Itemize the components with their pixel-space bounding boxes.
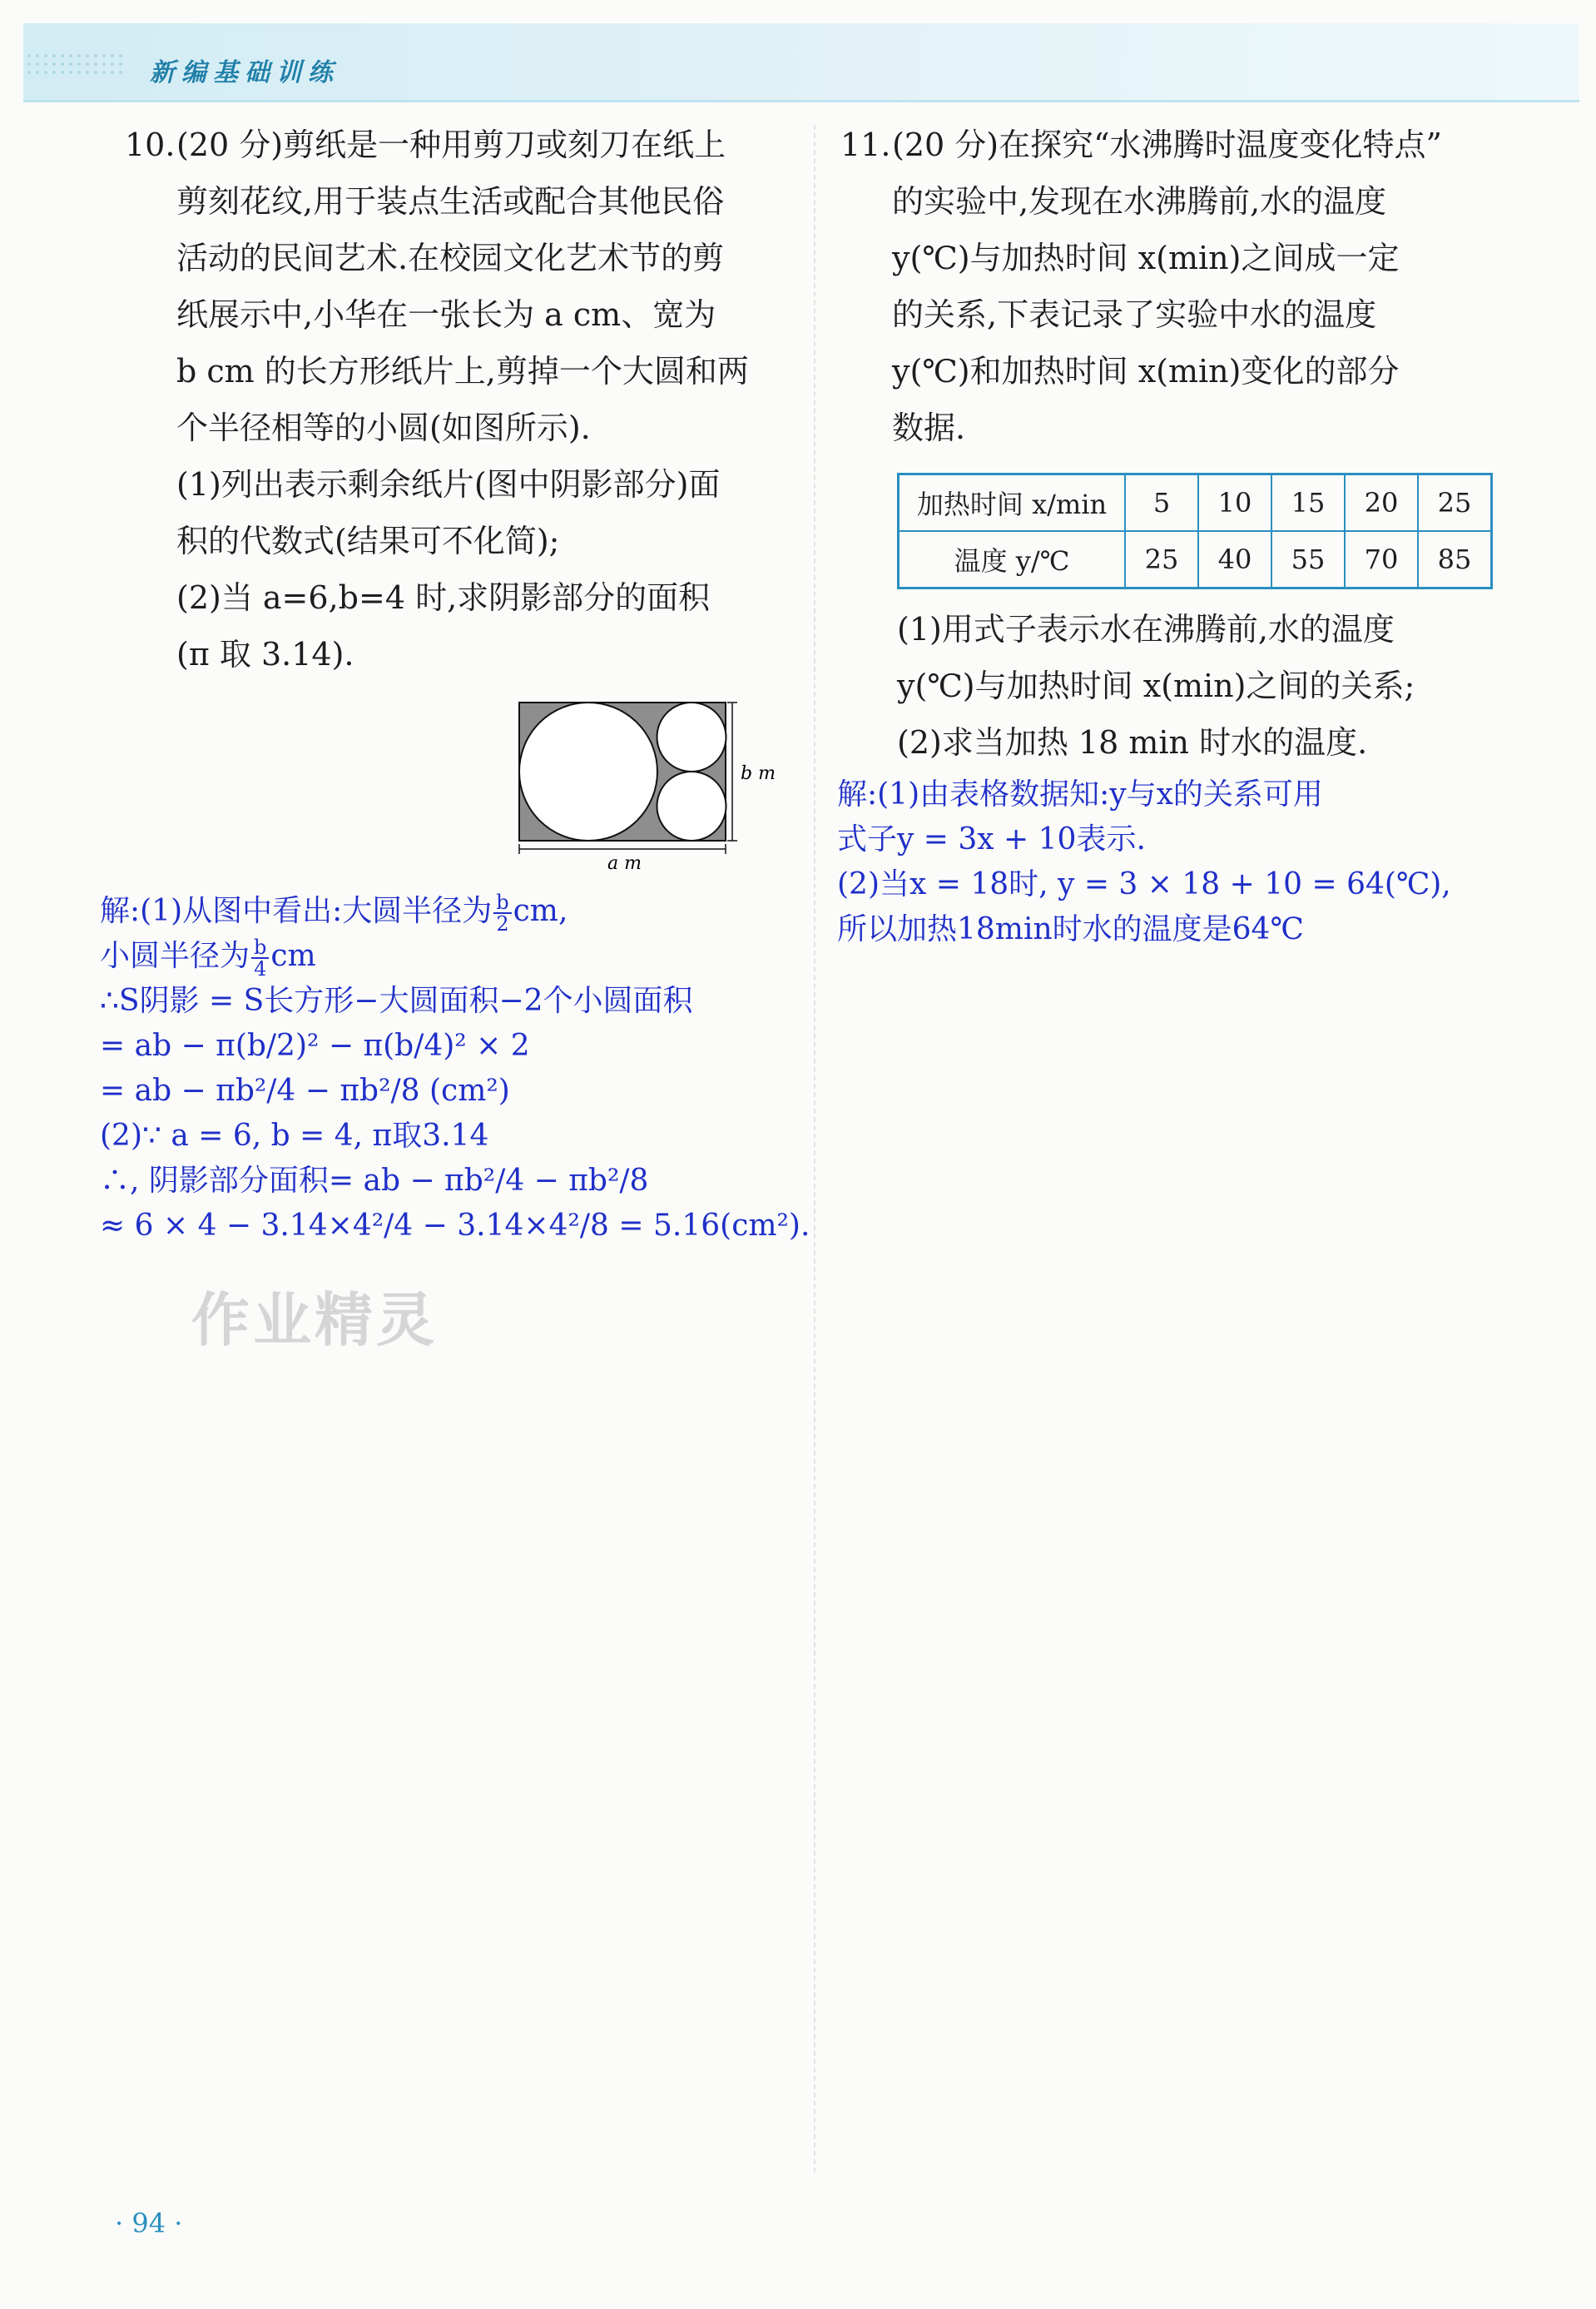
q11-line: (20 分)在探究“水沸腾时温度变化特点”: [892, 127, 1442, 163]
small-circle-bottom: [657, 772, 726, 841]
q10-line: b cm 的长方形纸片上,剪掉一个大圆和两: [176, 353, 749, 390]
answer10-line: ≈ 6 × 4 − 3.14×4²/4 − 3.14×4²/8 = 5.16(cm²).: [100, 1209, 810, 1243]
q11-line: y(℃)和加热时间 x(min)变化的部分: [892, 353, 1400, 390]
answer10-line: cm: [270, 939, 316, 973]
question-10: [125, 117, 791, 683]
q10-line: 纸展示中,小华在一张长为 a cm、宽为: [176, 296, 716, 333]
q11-line: y(℃)与加热时间 x(min)之间成一定: [892, 240, 1400, 276]
question-10-number: 10.: [125, 127, 176, 163]
answer11-line: 解:(1)由表格数据知:y与x的关系可用: [837, 777, 1323, 812]
page-number: · 94 ·: [115, 2207, 183, 2239]
q11-subpart-line: y(℃)与加热时间 x(min)之间的关系;: [897, 668, 1415, 704]
q10-line: (π 取 3.14).: [176, 636, 354, 673]
table-row: [899, 531, 1492, 588]
table-cell: 5: [1125, 474, 1198, 532]
answer11-line: (2)当x = 18时, y = 3 × 18 + 10 = 64(℃),: [837, 867, 1451, 901]
small-circle-top: [657, 703, 726, 772]
q11-line: 数据.: [892, 410, 966, 446]
paper-cut-figure: [514, 698, 781, 872]
label-b: b m: [741, 763, 776, 784]
q10-line: (1)列出表示剩余纸片(图中阴影部分)面: [176, 466, 721, 503]
answer10-line: cm,: [513, 894, 568, 928]
q11-line: 的实验中,发现在水沸腾前,水的温度: [892, 183, 1387, 220]
q10-line: (2)当 a=6,b=4 时,求阴影部分的面积: [176, 579, 711, 616]
question-11: [840, 117, 1514, 456]
answer10-line: = ab − π(b/2)² − π(b/4)² × 2: [100, 1029, 530, 1063]
paper-cut-diagram: [514, 698, 781, 872]
answer-10: [100, 889, 810, 1249]
table-cell: 85: [1418, 531, 1492, 588]
temperature-data-table: [897, 473, 1493, 589]
table-header-cell: 加热时间 x/min: [899, 474, 1126, 532]
answer10-line: ∴, 阴影部分面积= ab − πb²/4 − πb²/8: [100, 1164, 649, 1198]
column-divider: [814, 125, 815, 2172]
table-cell: 25: [1418, 474, 1492, 532]
table-cell: 40: [1198, 531, 1271, 588]
label-a: a m: [607, 853, 642, 872]
table-cell: 10: [1198, 474, 1271, 532]
answer11-line: 所以加热18min时水的温度是64℃: [837, 912, 1304, 946]
header-dots-decoration: [25, 52, 125, 77]
q10-line: 活动的民间艺术.在校园文化艺术节的剪: [176, 240, 725, 276]
q10-line: 剪刻花纹,用于装点生活或配合其他民俗: [176, 183, 725, 220]
answer10-line: ∴S阴影 = S长方形−大圆面积−2个小圆面积: [100, 984, 693, 1018]
q10-line: 积的代数式(结果可不化简);: [176, 523, 560, 559]
table-cell: 55: [1271, 531, 1345, 588]
answer10-line: (2)∵ a = 6, b = 4, π取3.14: [100, 1119, 489, 1153]
q10-line: 个半径相等的小圆(如图所示).: [176, 410, 591, 446]
question-11-subparts: [897, 601, 1538, 771]
large-circle: [519, 703, 657, 841]
answer-11: [837, 772, 1569, 952]
q11-line: 的关系,下表记录了实验中水的温度: [892, 296, 1377, 333]
answer10-line: = ab − πb²/4 − πb²/8 (cm²): [100, 1074, 510, 1108]
header-title: 新编基础训练: [150, 58, 340, 87]
table-row: [899, 474, 1492, 532]
answer11-line: 式子y = 3x + 10表示.: [837, 822, 1146, 857]
q11-subpart-line: (1)用式子表示水在沸腾前,水的温度: [897, 611, 1395, 648]
table-header-cell: 温度 y/℃: [899, 531, 1126, 588]
q11-subpart-line: (2)求当加热 18 min 时水的温度.: [897, 724, 1368, 761]
fraction-b-over-2: $\frac{b}{2}$: [493, 892, 511, 934]
question-11-number: 11.: [840, 127, 891, 163]
fraction-b-over-4: $\frac{b}{4}$: [251, 937, 269, 979]
answer10-line: 解:(1)从图中看出:大圆半径为: [100, 894, 493, 928]
table-cell: 20: [1345, 474, 1418, 532]
table-cell: 70: [1345, 531, 1418, 588]
watermark-logo: 作业精灵: [191, 1286, 438, 1354]
table-cell: 25: [1125, 531, 1198, 588]
answer10-line: 小圆半径为: [100, 939, 250, 973]
q10-line: (20 分)剪纸是一种用剪刀或刻刀在纸上: [176, 127, 726, 163]
table-cell: 15: [1271, 474, 1345, 532]
